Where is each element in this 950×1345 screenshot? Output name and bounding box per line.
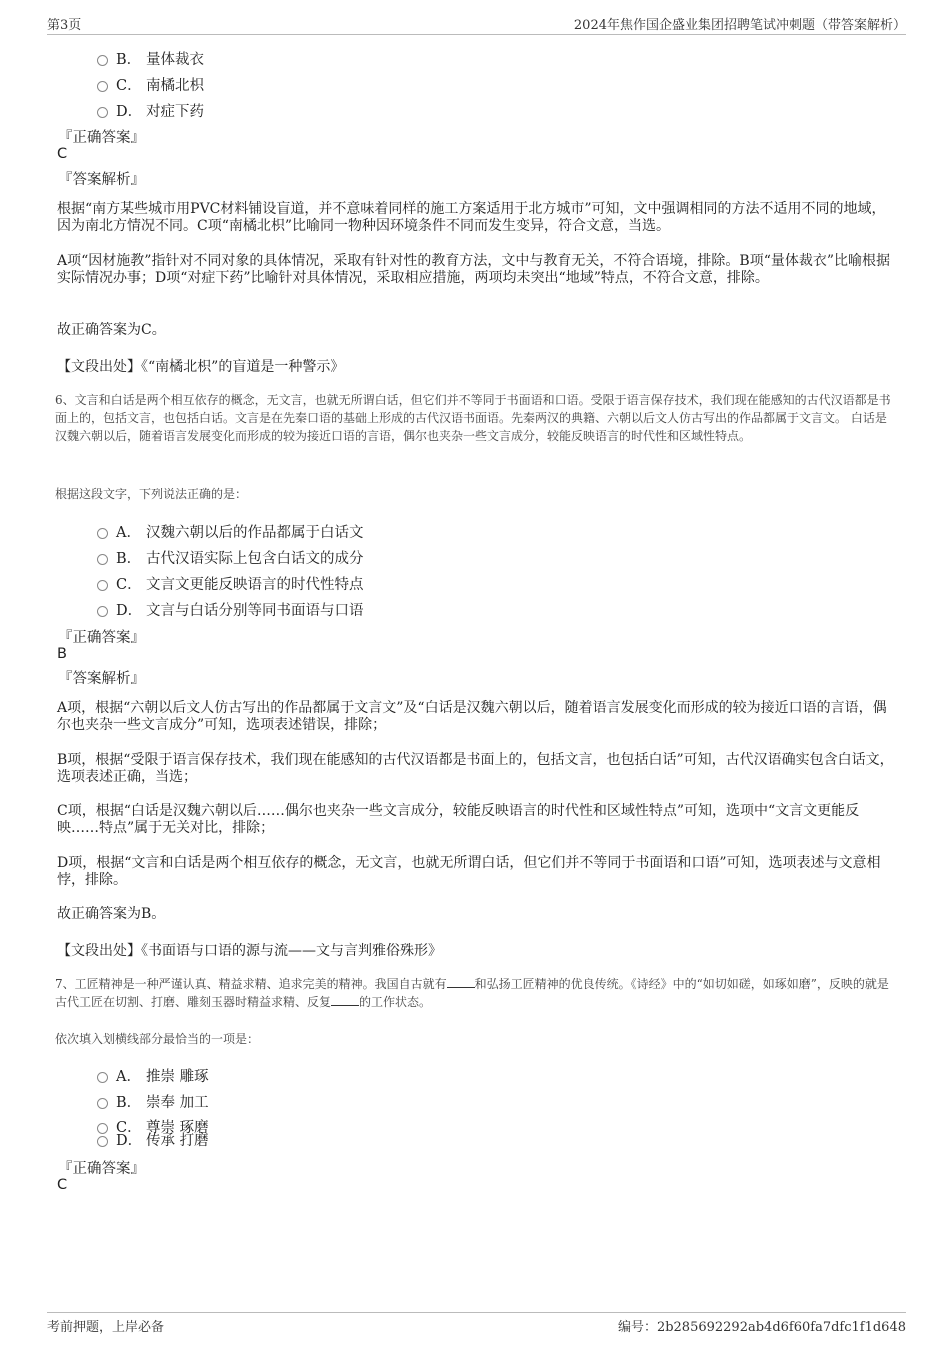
q6-analysis-paragraph: A项，根据“六朝以后文人仿古写出的作品都属于文言文”及“白话是汉魏六朝以后，随着语言发展变化而形成的较为接近口语的言语，偶尔也夹杂一些文言成分”可知，选项表述错误，排除；	[57, 700, 887, 733]
radio-icon[interactable]	[97, 55, 108, 66]
q5-answer: C	[57, 146, 68, 162]
q6-source: 【文段出处】《书面语与口语的源与流——文与言判雅俗殊形》	[57, 943, 442, 959]
radio-icon[interactable]	[97, 528, 108, 539]
q5-option-b[interactable]: B． 量体裁衣	[97, 48, 204, 69]
fill-blank	[447, 977, 475, 988]
q7-option-a[interactable]: A． 推崇 雕琢	[97, 1065, 209, 1086]
q7-option-c[interactable]: C． 尊崇 琢磨	[97, 1116, 209, 1137]
q5-analysis-paragraph: 根据“南方某些城市用PVC材料铺设盲道，并不意味着同样的施工方案适用于北方城市”可知，文中强调相同的方法不适用不同的地域，因为南北方情况不同。C项“南橘北枳”比喻同一物种因环境条件不同而发生变异，符合文意，当选。	[57, 201, 886, 234]
radio-icon[interactable]	[97, 554, 108, 565]
q6-analysis-paragraph: B项，根据“受限于语言保存技术，我们现在能感知的古代汉语都是书面上的，包括文言，也包括白话”可知，古代汉语确实包含白话文，选项表述正确，当选；	[57, 752, 894, 785]
document-title: 2024年焦作国企盛业集团招聘笔试冲刺题（带答案解析）	[573, 18, 906, 33]
radio-icon[interactable]	[97, 1072, 108, 1083]
q5-analysis-label: 『答案解析』	[58, 172, 145, 188]
radio-icon[interactable]	[97, 580, 108, 591]
q6-answer: B	[57, 646, 67, 662]
q7-prompt: 依次填入划横线部分最恰当的一项是：	[55, 1032, 260, 1046]
q7-option-b[interactable]: B． 崇奉 加工	[97, 1091, 209, 1112]
q5-analysis-conclusion: 故正确答案为C。	[57, 322, 166, 338]
q6-analysis-paragraph: D项，根据“文言和白话是两个相互依存的概念，无文言，也就无所谓白话，但它们并不等同于书面语和口语”可知，选项表述与文意相悖，排除。	[57, 855, 881, 888]
q6-option-a[interactable]: A． 汉魏六朝以后的作品都属于白话文	[97, 521, 364, 542]
q5-analysis-paragraph: A项“因材施教”指针对不同对象的具体情况，采取有针对性的教育方法，文中与教育无关，不符合语境，排除。B项“量体裁衣”比喻根据实际情况办事；D项“对症下药”比喻针对具体情况，采取相应措施，两项均未突出“地域”特点，不符合文意，排除。	[57, 253, 891, 286]
q5-source: 【文段出处】《“南橘北枳”的盲道是一种警示》	[57, 359, 345, 375]
q7-option-d[interactable]: D． 传承 打磨	[97, 1129, 209, 1150]
footer-slogan: 考前押题，上岸必备	[47, 1320, 165, 1335]
radio-icon[interactable]	[97, 107, 108, 118]
q7-answer: C	[57, 1177, 68, 1193]
page-header	[47, 14, 906, 35]
page-footer	[47, 1312, 906, 1335]
q5-option-d[interactable]: D． 对症下药	[97, 100, 204, 121]
q7-answer-label: 『正确答案』	[58, 1161, 145, 1177]
q6-option-d[interactable]: D． 文言与白话分别等同书面语与口语	[97, 599, 364, 620]
radio-icon[interactable]	[97, 1098, 108, 1109]
radio-icon[interactable]	[97, 606, 108, 617]
q6-analysis-conclusion: 故正确答案为B。	[57, 906, 166, 922]
q6-analysis-paragraph: C项，根据“白话是汉魏六朝以后……偶尔也夹杂一些文言成分，较能反映语言的时代性和区域性特点”可知，选项中“文言文更能反映……特点”属于无关对比，排除；	[57, 803, 860, 836]
q6-option-c[interactable]: C． 文言文更能反映语言的时代性特点	[97, 573, 364, 594]
q5-answer-label: 『正确答案』	[58, 130, 145, 146]
page-number: 第3页	[47, 18, 82, 33]
q6-analysis-label: 『答案解析』	[58, 671, 145, 687]
q6-option-b[interactable]: B． 古代汉语实际上包含白话文的成分	[97, 547, 364, 568]
radio-icon[interactable]	[97, 81, 108, 92]
q6-prompt: 根据这段文字，下列说法正确的是：	[55, 487, 248, 501]
fill-blank	[331, 995, 359, 1006]
document-id: 编号：2b285692292ab4d6f60fa7dfc1f1d648	[617, 1320, 906, 1335]
radio-icon[interactable]	[97, 1136, 108, 1147]
q7-question-text: 7、工匠精神是一种严谨认真、精益求精、追求完美的精神。我国自古就有 和弘扬工匠精神的优良传统。《诗经》中的“如切如磋，如琢如磨”，反映的就是古代工匠在切割、打磨、雕刻玉器时精益求精、反复 的工作状态。	[55, 977, 889, 1009]
q5-option-c[interactable]: C． 南橘北枳	[97, 74, 204, 95]
q6-question-text: 6、文言和白话是两个相互依存的概念，无文言，也就无所谓白话，但它们并不等同于书面语和口语。受限于语言保存技术，我们现在能感知的古代汉语都是书面上的，包括文言，也包括白话。文言是在先秦口语的基础上形成的古代汉语书面语。先秦两汉的典籍、六朝以后文人仿古写出的作品都属于文言文。 白话是汉魏六朝以后，随着语言发展变化而形成的较为接近口语的言语，偶尔也夹杂一些文言成分，较能反映语言的时代性和区域性特点。	[55, 393, 891, 443]
q6-answer-label: 『正确答案』	[58, 630, 145, 646]
